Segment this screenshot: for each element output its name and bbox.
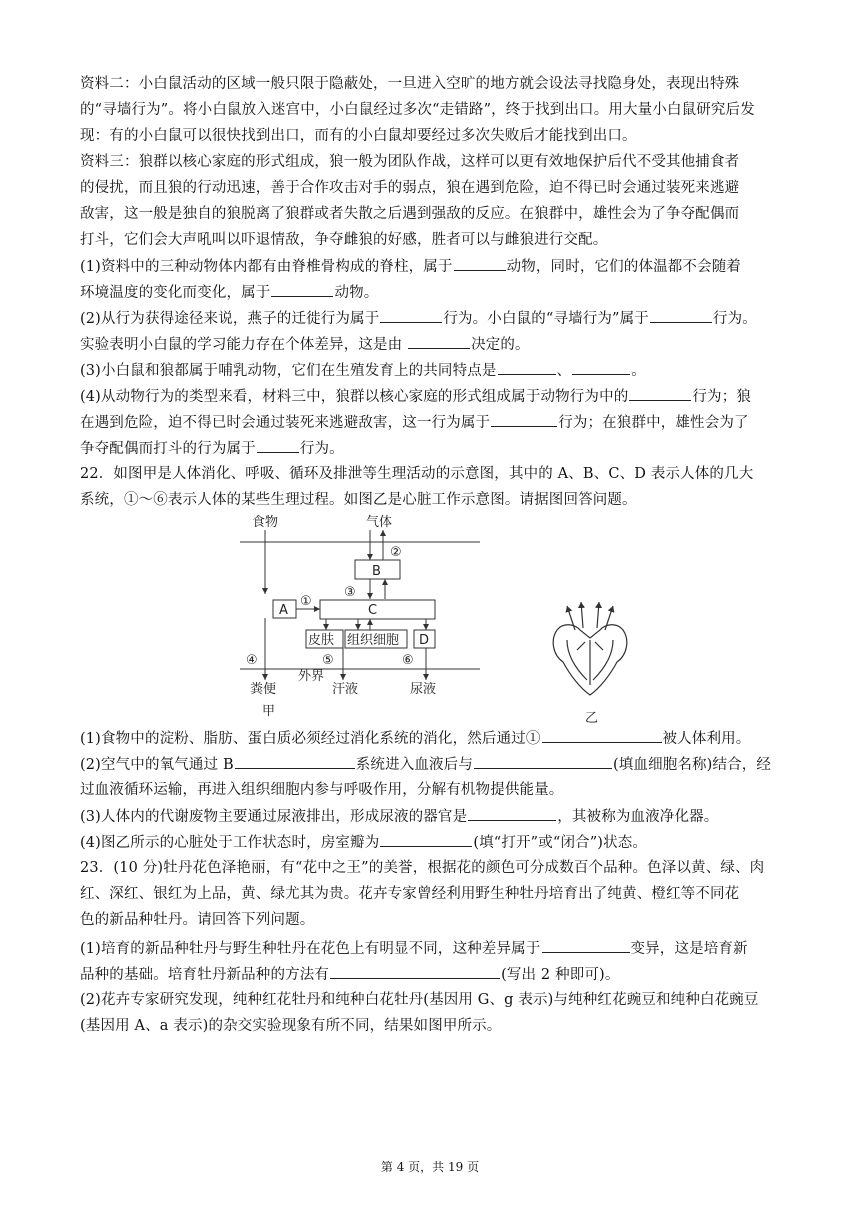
label-outside: 外界 — [298, 669, 325, 684]
question-22-2-line1: (2)空气中的氧气通过 B 系统进入血液后与 (填血细胞名称)结合，经 — [80, 754, 780, 775]
label-feces: 粪便 — [250, 682, 277, 697]
label-sweat: 汗液 — [332, 682, 359, 697]
page-footer: 第 4 页，共 19 页 — [380, 1160, 480, 1174]
question-23-1-line1: (1)培育的新品种牡丹与野生种牡丹在花色上有明显不同，这种差异属于 变异，这是培育新 — [80, 938, 780, 959]
label-food: 食物 — [252, 515, 279, 530]
answer-blank[interactable] — [542, 728, 662, 743]
answer-blank[interactable] — [380, 308, 442, 323]
label-n2: ② — [390, 545, 402, 560]
answer-blank[interactable] — [330, 964, 500, 979]
text-line: 敌害，这一般是独自的狼脱离了狼群或者失散之后遇到强敌的反应。在狼群中，雄性会为了争夺配偶而 — [80, 206, 740, 222]
question-22-3: (3)人体内的代谢废物主要通过尿液排出，形成尿液的器官是 ，其被称为血液净化器。 — [80, 806, 780, 827]
label-skin: 皮肤 — [308, 633, 335, 648]
question-23-intro: 色的新品种牡丹。请回答下列问题。 — [80, 912, 315, 928]
label-d: D — [419, 633, 430, 648]
label-n3: ③ — [344, 585, 356, 600]
answer-blank[interactable] — [454, 256, 506, 271]
question-21-2-line2: 实验表明小白鼠的学习能力存在个体差异，这是由 决定的。 — [80, 334, 780, 355]
label-n4: ④ — [246, 653, 258, 668]
question-23-2-line2: (基因用 A、a 表示)的杂交实验现象有所不同，结果如图甲所示。 — [80, 1018, 502, 1034]
answer-blank[interactable] — [572, 360, 630, 375]
answer-blank[interactable] — [650, 308, 712, 323]
answer-blank[interactable] — [257, 438, 299, 453]
answer-blank[interactable] — [468, 806, 556, 821]
label-gas: 气体 — [366, 515, 393, 530]
question-22-intro: 22．如图甲是人体消化、呼吸、循环及排泄等生理活动的示意图，其中的 A、B、C、D 表示人体的几大 — [80, 466, 754, 482]
question-21-4-line1: (4)从动物行为的类型来看，材料三中，狼群以核心家庭的形式组成属于动物行为中的 行为；狼 — [80, 386, 780, 407]
answer-blank[interactable] — [629, 386, 691, 401]
label-a: A — [279, 603, 288, 618]
caption-yi: 乙 — [585, 711, 599, 725]
text-line: 的“寻墙行为”。将小白鼠放入迷宫中，小白鼠经过多次“走错路”，终于找到出口。用大量小白鼠研究后发 — [80, 102, 755, 118]
question-22-1: (1)食物中的淀粉、脂肪、蛋白质必须经过消化系统的消化，然后通过① 被人体利用。 — [80, 728, 780, 749]
question-23-intro: 23．(10 分)牡丹花色泽艳丽，有“花中之王”的美誉，根据花的颜色可分成数百个品种。色泽以黄、绿、肉 — [80, 860, 765, 876]
caption-jia: 甲 — [262, 704, 276, 719]
question-22-4: (4)图乙所示的心脏处于工作状态时，房室瓣为 (填“打开”或“闭合”)状态。 — [80, 832, 780, 853]
question-22-2-line2: 过血液循环运输，再进入组织细胞内参与呼吸作用，分解有机物提供能量。 — [80, 782, 564, 798]
answer-blank[interactable] — [271, 282, 333, 297]
text-line: 打斗，它们会大声吼叫以吓退情敌，争夺雌狼的好感，胜者可以与雌狼进行交配。 — [80, 232, 608, 248]
label-b: B — [372, 564, 381, 579]
question-23-2-line1: (2)花卉专家研究发现，纯种红花牡丹和纯种白花牡丹(基因用 G、g 表示)与纯种红花豌豆和纯种白花豌豆 — [80, 992, 759, 1008]
answer-blank[interactable] — [380, 832, 472, 847]
question-23-intro: 红、深红、银红为上品，黄、绿尤其为贵。花卉专家曾经利用野生种牡丹培育出了纯黄、橙红等不同花 — [80, 886, 740, 902]
answer-blank[interactable] — [542, 938, 630, 953]
question-21-1-line1: (1)资料中的三种动物体内都有由脊椎骨构成的脊柱，属于 动物，同时，它们的体温都不会随着 — [80, 256, 780, 277]
question-22-intro: 系统，①～⑥表示人体的某些生理过程。如图乙是心脏工作示意图。请据图回答问题。 — [80, 492, 637, 508]
label-n5: ⑤ — [322, 653, 334, 668]
label-n6: ⑥ — [402, 653, 414, 668]
label-n1: ① — [300, 594, 312, 609]
question-23-1-line2: 品种的基础。培育牡丹新品种的方法有 (写出 2 种即可)。 — [80, 964, 780, 985]
label-c: C — [368, 603, 378, 618]
question-21-2-line1: (2)从行为获得途径来说，燕子的迁徙行为属于 行为。小白鼠的“寻墙行为”属于 行为。 — [80, 308, 780, 329]
label-cells: 组织细胞 — [347, 633, 400, 648]
text-line: 的侵扰，而且狼的行动迅速，善于合作攻击对手的弱点，狼在遇到危险，迫不得已时会通过装死来逃避 — [80, 180, 740, 196]
text-line: 资料二：小白鼠活动的区域一般只限于隐蔽处，一旦进入空旷的地方就会设法寻找隐身处，表现出特殊 — [80, 76, 740, 92]
answer-blank[interactable] — [408, 334, 470, 349]
answer-blank[interactable] — [491, 412, 557, 427]
answer-blank[interactable] — [235, 754, 355, 769]
question-21-4-line3: 争夺配偶而打斗的行为属于 行为。 — [80, 438, 780, 459]
text-line: 资料三：狼群以核心家庭的形式组成，狼一般为团队作战，这样可以更有效地保护后代不受其他捕食者 — [80, 154, 740, 170]
figure-yi-heart — [545, 600, 635, 725]
figure-jia — [230, 512, 490, 722]
text-line: 现：有的小白鼠可以很快找到出口，而有的小白鼠却要经过多次失败后才能找到出口。 — [80, 128, 637, 144]
question-21-4-line2: 在遇到危险，迫不得已时会通过装死来逃避敌害，这一行为属于 行为；在狼群中，雄性会为了 — [80, 412, 780, 433]
question-21-1-line2: 环境温度的变化而变化，属于 动物。 — [80, 282, 780, 303]
answer-blank[interactable] — [474, 754, 612, 769]
question-21-3: (3)小白鼠和狼都属于哺乳动物，它们在生殖发育上的共同特点是 、 。 — [80, 360, 780, 381]
answer-blank[interactable] — [498, 360, 556, 375]
label-urine: 尿液 — [410, 682, 437, 697]
